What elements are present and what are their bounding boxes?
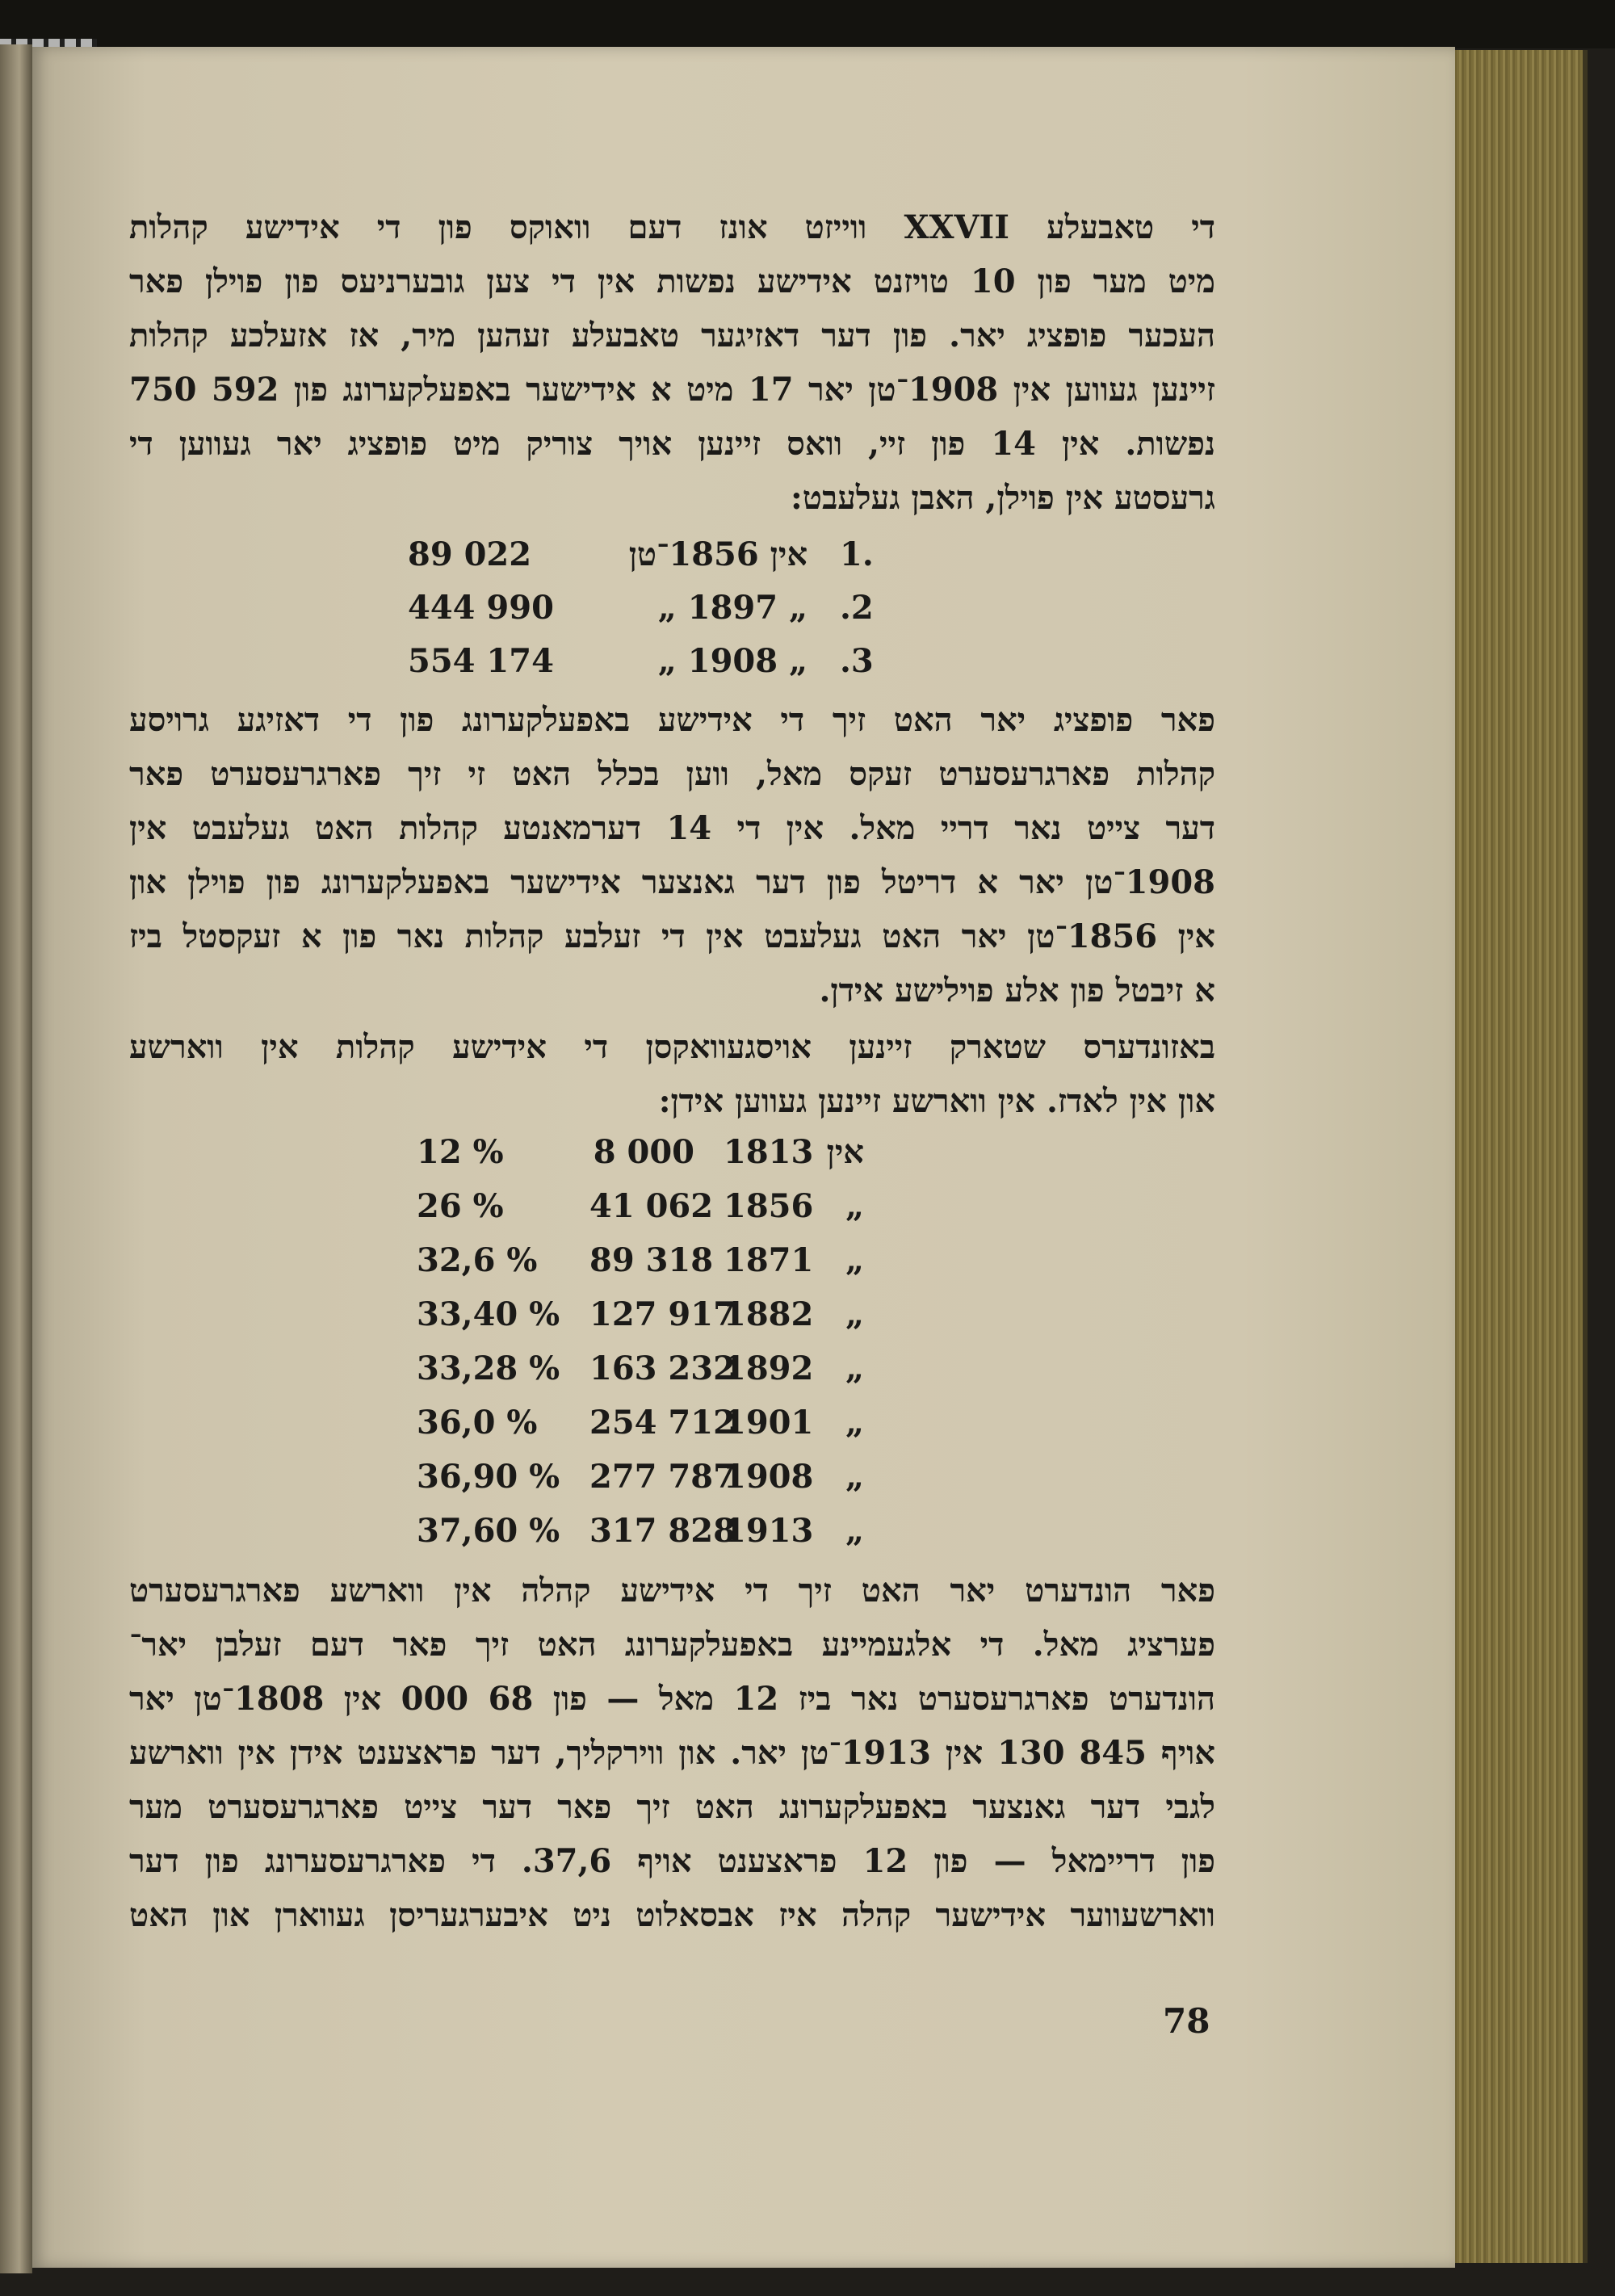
- table-2-prefix: „: [845, 1458, 864, 1496]
- table-2-count: 41 062: [589, 1187, 714, 1225]
- paragraph-2-line: דער צייט נאר דריי מאל. אין די 14 דערמאנטע קהלות האט געלעבט אין: [129, 809, 1215, 847]
- page-stack-edge: [1449, 50, 1588, 2263]
- table-2-year: 1856: [724, 1187, 814, 1225]
- table-2-count: 127 917: [589, 1295, 736, 1333]
- paragraph-2-line: פאר פופציג יאר האט זיך די אידישע באפעלקערונג פון די דאזיגע גרויסע: [129, 701, 1215, 739]
- table-2-year: 1901: [724, 1404, 814, 1442]
- table-1-value: 89 022: [408, 535, 532, 573]
- table-2-percent: 12 %: [417, 1133, 504, 1171]
- paragraph-4-line: פון דריימאל — פון 12 פראצענט אויף 37,6. די פארגרעסערונג פון דער: [129, 1842, 1215, 1880]
- table-2-percent: 32,6 %: [417, 1241, 538, 1279]
- table-1-number: 1.: [840, 535, 874, 573]
- paragraph-4-line: הונדערט פארגרעסערט נאר ביז 12 מאל — פון 68 000 אין 1808־טן יאר: [129, 1680, 1216, 1718]
- table-2-year: 1813: [724, 1133, 814, 1171]
- table-2-percent: 26 %: [417, 1187, 504, 1225]
- paragraph-1-line: מיט מער פון 10 טויזנט אידישע נפשות אין די צען גובערניעס פון פוילן פאר: [129, 262, 1215, 300]
- paragraph-1-line: נפשות. אין 14 פון זיי, וואס זיינען אויך צוריק מיט פופציג יאר געווען די: [129, 425, 1216, 463]
- paragraph-4-line: אויף 845 130 אין 1913־טן יאר. און ווירקליך, דער פראצענט אידן אין ווארשע: [129, 1734, 1215, 1772]
- table-2-prefix: „: [845, 1295, 864, 1333]
- table-2-year: 1908: [724, 1458, 814, 1496]
- table-2-percent: 33,40 %: [417, 1295, 560, 1333]
- table-2-year: 1913: [724, 1512, 814, 1550]
- paragraph-4-line: פערציג מאל. די אלגעמיינע באפעלקערונג האט זיך פאר דעם זעלבן יאר־: [129, 1626, 1215, 1664]
- table-1-number: .3: [840, 642, 874, 680]
- table-2-prefix: „: [845, 1349, 864, 1387]
- book-page: [32, 47, 1455, 2268]
- paragraph-1-line: די טאבעלע XXVII ווייזט אונז דעם וואוקס פון די אידישע קהלות: [129, 208, 1215, 246]
- table-2-percent: 36,90 %: [417, 1458, 560, 1496]
- table-1-value: 444 990: [408, 589, 554, 627]
- table-2-percent: 33,28 %: [417, 1349, 560, 1387]
- table-2-count: 254 712: [589, 1404, 736, 1442]
- paragraph-3-line: און אין לאדז. אין ווארשע זיינען געווען אידן:: [658, 1082, 1215, 1120]
- table-2-year: 1882: [724, 1295, 814, 1333]
- table-2-year: 1892: [724, 1349, 814, 1387]
- table-2-prefix: „: [845, 1187, 864, 1225]
- table-1-label: „ 1897 „: [657, 589, 808, 627]
- table-1-number: .2: [840, 589, 874, 627]
- table-2-prefix: „: [845, 1512, 864, 1550]
- paragraph-2-line: קהלות פארגרעסערט זעקס מאל, ווען בכלל האט זי זיך פארגרעסערט פאר: [129, 755, 1215, 793]
- paragraph-4-line: פאר הונדערט יאר האט זיך די אידישע קהלה אין ווארשע פארגרעסערט: [129, 1572, 1215, 1610]
- paragraph-4-line: ווארשעווער אידישער קהלה איז אבסאלוט ניט איבערגעריסן געווארן און האט: [129, 1896, 1215, 1934]
- table-1-label: אין 1856־טן: [628, 535, 808, 573]
- table-2-prefix: „: [845, 1404, 864, 1442]
- table-2-prefix: „: [845, 1241, 864, 1279]
- table-2-count: 89 318: [589, 1241, 714, 1279]
- paragraph-2-line: א זיבטל פון אלע פוילישע אידן.: [819, 972, 1215, 1009]
- table-2-percent: 37,60 %: [417, 1512, 560, 1550]
- paragraph-2-line: אין 1856־טן יאר האט געלעבט אין די זעלבע קהלות נאר פון א זעקסטל ביז: [129, 917, 1215, 955]
- table-2-count: 163 232: [589, 1349, 736, 1387]
- facing-page-edge: [0, 44, 32, 2273]
- paragraph-4-line: לגבי דער גאנצער באפעלקערונג האט זיך פאר דער צייט פארגרעסערט מער: [129, 1788, 1215, 1826]
- dark-background-strip: [0, 0, 1615, 48]
- paragraph-3-line: באזונדערס שטארק זיינען אויסגעוואקסן די אידישע קהלות אין ווארשע: [129, 1028, 1215, 1066]
- paragraph-1-line: זיינען געווען אין 1908־טן יאר 17 מיט א אידישער באפעלקערונג פון 592 750: [129, 371, 1215, 409]
- table-2-percent: 36,0 %: [417, 1404, 538, 1442]
- page-number: 78: [1163, 2001, 1210, 2041]
- paragraph-1-line: גרעסטע אין פוילן, האבן געלעבט:: [791, 479, 1215, 517]
- paragraph-1-line: העכער פופציג יאר. פון דער דאזיגער טאבעלע זעהען מיר, אז אזעלכע קהלות: [129, 317, 1215, 355]
- table-2-prefix: אין: [826, 1133, 864, 1171]
- table-1-value: 554 174: [408, 642, 554, 680]
- table-2-count: 8 000: [593, 1133, 694, 1171]
- paragraph-2-line: 1908־טן יאר א דריטל פון דער גאנצער אידישער באפעלקערונג פון פוילן און: [129, 863, 1215, 901]
- table-2-year: 1871: [724, 1241, 814, 1279]
- table-2-count: 277 787: [589, 1458, 736, 1496]
- table-1-label: „ 1908 „: [657, 642, 808, 680]
- table-2-count: 317 828: [589, 1512, 736, 1550]
